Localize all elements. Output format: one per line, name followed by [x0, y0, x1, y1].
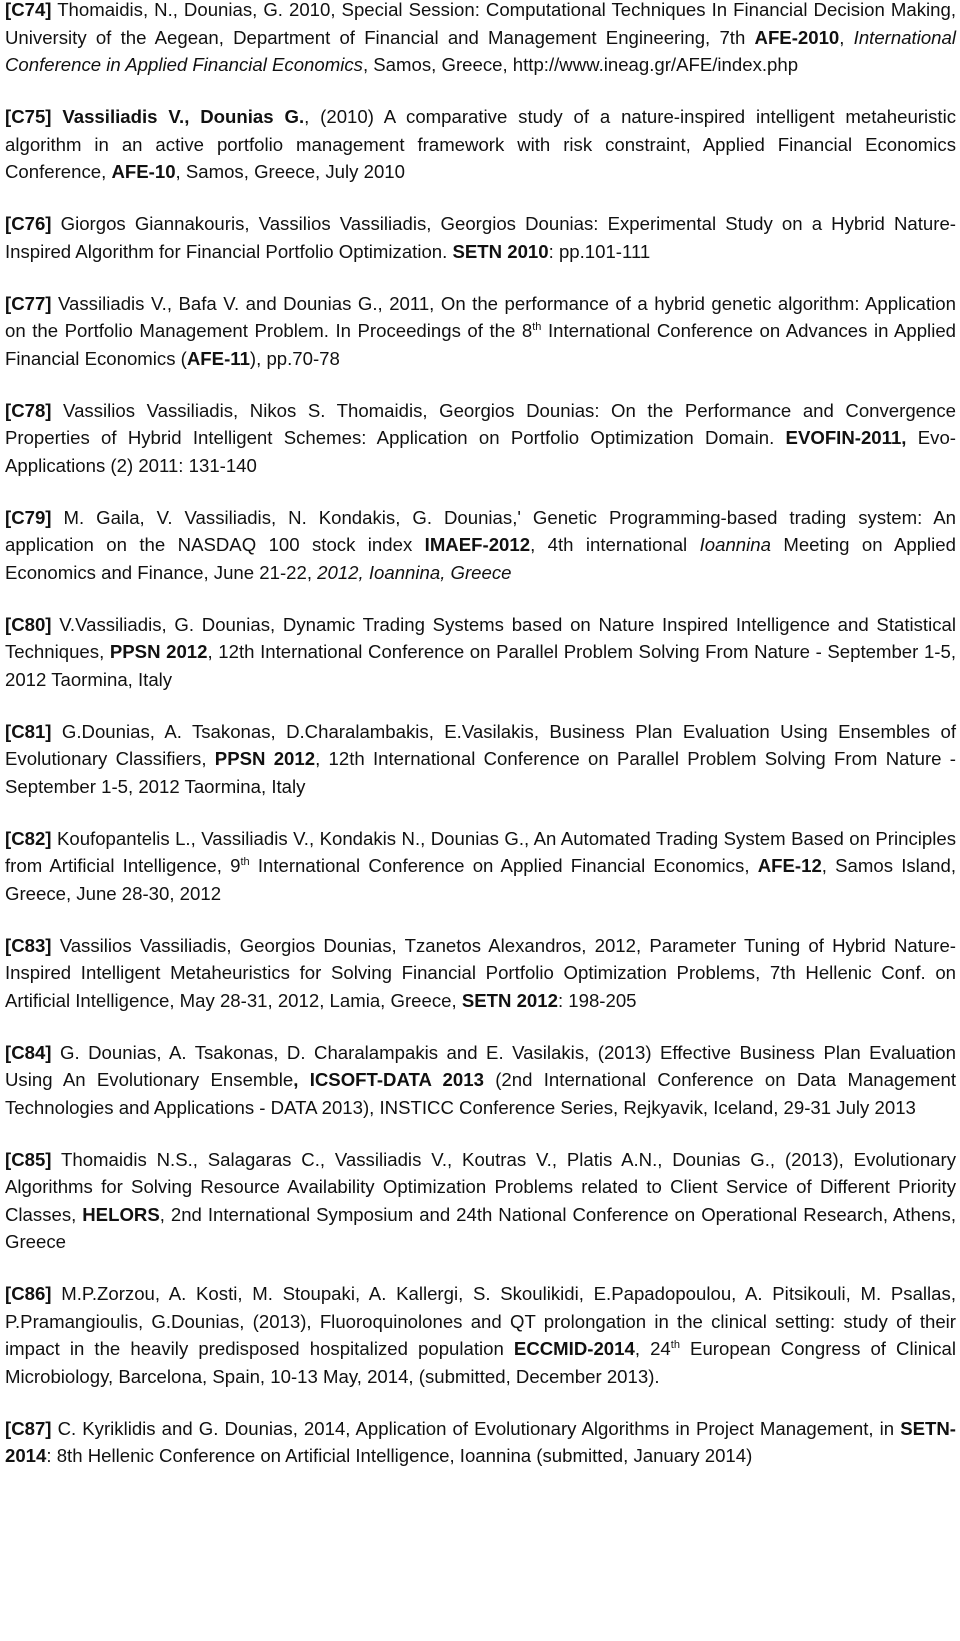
reference-text: M.P.Zorzou, A. Kosti, M. Stoupaki, A. Kallergi, S. Skoulikidi, E.Papadopoulou, A. Pitsikouli, M. Psallas, P.Pramangioulis, G.Dounias, (2013), Fluoroquinolones and QT prolongation in the clinical setting: study of their impact in the heavily predisposed hospitalized population — [5, 1283, 956, 1359]
reference-link[interactable]: http://www.ineag.gr/AFE/index.php — [512, 54, 799, 75]
reference-text: Thomaidis N.S., Salagaras C., Vassiliadis V., Koutras V., Platis A.N., Dounias G., (2013), Evolutionary Algorithms for Solving Resource Availability Optimization Problems related to Client Service of Different Priority Classes, — [5, 1148, 956, 1225]
reference-text: (2nd International Conference on Data Management Technologies and Applications - DATA 2013), INSTICC Conference Series, Rejkyavik, Iceland, 29-31 July 2013 — [5, 1069, 956, 1118]
reference-text: G.Dounias, A. Tsakonas, D.Charalambakis, E.Vasilakis, Business Plan Evaluation Using Ensembles of Evolutionary Classifiers, — [5, 720, 956, 769]
reference-bold-text: , ICSOFT-DATA 2013 — [293, 1069, 484, 1090]
reference-italic-text: Ioannina — [699, 534, 771, 555]
reference-text: International Conference on Advances in Applied Financial Economics ( — [5, 320, 957, 369]
reference-bold-text: AFE-12 — [757, 855, 822, 876]
reference-entry-c85 — [5, 1146, 956, 1256]
reference-bold-text: AFE-11 — [186, 347, 250, 369]
reference-text: C. Kyriklidis and G. Dounias, 2014, Application of Evolutionary Algorithms in Project Management, in — [51, 1417, 901, 1439]
reference-text: , 12th International Conference on Parallel Problem Solving From Nature - September 1-5, 2012 Taormina, Italy — [5, 748, 956, 797]
reference-text: , (2010) A comparative study of a nature-inspired intelligent metaheuristic algorithm in an active portfolio management framework with risk constraint, Applied Financial Economics Conference, — [5, 106, 957, 182]
reference-bold-text: ECCMID-2014 — [513, 1338, 635, 1359]
reference-bold-text: SETN 2012 — [461, 989, 558, 1011]
reference-text: V.Vassiliadis, G. Dounias, Dynamic Trading Systems based on Nature Inspired Intelligence and Statistical Techniques, — [5, 613, 956, 662]
reference-entry-c74 — [5, 0, 956, 79]
reference-bold-text: PPSN 2012 — [214, 748, 316, 769]
reference-entry-c82 — [5, 825, 956, 908]
reference-text: M. Gaila, V. Vassiliadis, N. Kondakis, G. Dounias,' Genetic Programming-based trading system: An application on the NASDAQ 100 stock index — [5, 506, 956, 555]
reference-id: [C83] — [5, 934, 52, 956]
ordinal-superscript: th — [670, 1338, 680, 1351]
reference-text: , — [839, 26, 854, 48]
reference-bold-text: HELORS — [82, 1203, 160, 1225]
reference-entry-c76 — [5, 210, 956, 265]
reference-id: [C79] — [5, 506, 52, 528]
reference-text: , Samos Island, Greece, June 28-30, 2012 — [5, 855, 957, 904]
ordinal-superscript: th — [240, 855, 250, 868]
reference-entry-c84 — [5, 1039, 956, 1122]
reference-text: , 4th international — [530, 534, 700, 555]
reference-bold-text: SETN-2014 — [5, 1417, 956, 1466]
reference-text: Koufopantelis L., Vassiliadis V., Kondakis N., Dounias G., An Automated Trading System Based on Principles from Artificial Intelligence, 9 — [5, 827, 956, 876]
reference-text: : 8th Hellenic Conference on Artificial Intelligence, Ioannina (submitted, January 2014) — [46, 1445, 753, 1466]
reference-entry-c77 — [5, 290, 956, 373]
reference-text: ), pp.70-78 — [249, 347, 340, 369]
reference-italic-text: International Conference in Applied Financial Economics — [5, 26, 956, 75]
reference-id: [C84] — [5, 1041, 52, 1063]
reference-id: [C74] — [5, 0, 52, 20]
reference-text: Meeting on Applied Economics and Finance, June 21-22, — [5, 534, 956, 583]
reference-text: Giorgos Giannakouris, Vassilios Vassiliadis, Georgios Dounias: Experimental Study on a Hybrid Nature-Inspired Algorithm for Financial Portfolio Optimization. — [5, 213, 956, 262]
reference-entry-c80 — [5, 611, 956, 694]
reference-id: [C76] — [5, 213, 52, 234]
reference-text: , 24 — [634, 1338, 671, 1359]
reference-text: G. Dounias, A. Tsakonas, D. Charalampakis and E. Vasilakis, (2013) Effective Business Plan Evaluation Using An Evolutionary Ensemble — [5, 1041, 956, 1090]
reference-entry-c78 — [5, 397, 956, 480]
reference-entry-c81 — [5, 718, 956, 801]
reference-entry-c86 — [5, 1280, 956, 1390]
reference-text: Evo-Applications (2) 2011: 131-140 — [5, 427, 956, 476]
reference-text: Vassilios Vassiliadis, Nikos S. Thomaidis, Georgios Dounias: On the Performance and Convergence Properties of Hybrid Intelligent Schemes: Application on Portfolio Optimization Domain. — [5, 399, 956, 448]
reference-bold-text: AFE-2010 — [754, 26, 840, 48]
reference-text: Vassilios Vassiliadis, Georgios Dounias, Tzanetos Alexandros, 2012, Parameter Tuning of Hybrid Nature-Inspired Intelligent Metaheuristics for Solving Financial Portfolio Optimization Problems, 7th Hellenic Conf. on Artificial Intelligence, May 28-31, 2012, Lamia, Greece, — [5, 934, 956, 1011]
reference-bold-text: EVOFIN-2011, — [785, 427, 907, 448]
reference-id: [C81] — [5, 720, 52, 742]
reference-id: [C86] — [5, 1283, 52, 1304]
reference-entry-c87 — [5, 1415, 956, 1470]
reference-text: , Samos, Greece, — [362, 54, 513, 75]
reference-bold-text: IMAEF-2012 — [424, 534, 531, 555]
reference-id: [C85] — [5, 1148, 52, 1170]
reference-entry-c75 — [5, 103, 956, 186]
reference-id: [C80] — [5, 613, 52, 635]
reference-bold-text: SETN 2010 — [452, 240, 549, 262]
ordinal-superscript: th — [532, 320, 542, 333]
reference-entry-c79 — [5, 504, 956, 587]
reference-bold-text: AFE-10 — [111, 161, 176, 182]
reference-entry-c83 — [5, 932, 956, 1015]
reference-text: : 198-205 — [557, 989, 637, 1011]
reference-text: International Conference on Applied Financial Economics, — [249, 855, 758, 876]
reference-text: European Congress of Clinical Microbiology, Barcelona, Spain, 10-13 May, 2014, (submitted, December 2013). — [5, 1338, 956, 1387]
reference-bold-text: Vassiliadis V., Dounias G. — [51, 106, 305, 127]
reference-id: [C82] — [5, 827, 52, 849]
reference-id: [C78] — [5, 399, 52, 421]
reference-id: [C75] — [5, 106, 52, 127]
reference-text: : pp.101-111 — [548, 240, 651, 262]
reference-id: [C87] — [5, 1417, 52, 1439]
reference-italic-text: 2012, Ioannina, Greece — [317, 561, 512, 583]
reference-id: [C77] — [5, 292, 52, 314]
reference-text: Thomaidis, N., Dounias, G. 2010, Special Session: Computational Techniques In Financial Decision Making, University of the Aegean, Department of Financial and Management Engineering, 7th — [5, 0, 956, 48]
reference-bold-text: PPSN 2012 — [109, 641, 208, 662]
reference-text: , 12th International Conference on Parallel Problem Solving From Nature - September 1-5, 2012 Taormina, Italy — [5, 641, 956, 690]
reference-text: Vassiliadis V., Bafa V. and Dounias G., 2011, On the performance of a hybrid genetic algorithm: Application on the Portfolio Management Problem. In Proceedings of the 8 — [5, 292, 956, 341]
reference-text: , Samos, Greece, July 2010 — [175, 161, 405, 182]
reference-text: , 2nd International Symposium and 24th National Conference on Operational Research, Athens, Greece — [5, 1203, 956, 1252]
